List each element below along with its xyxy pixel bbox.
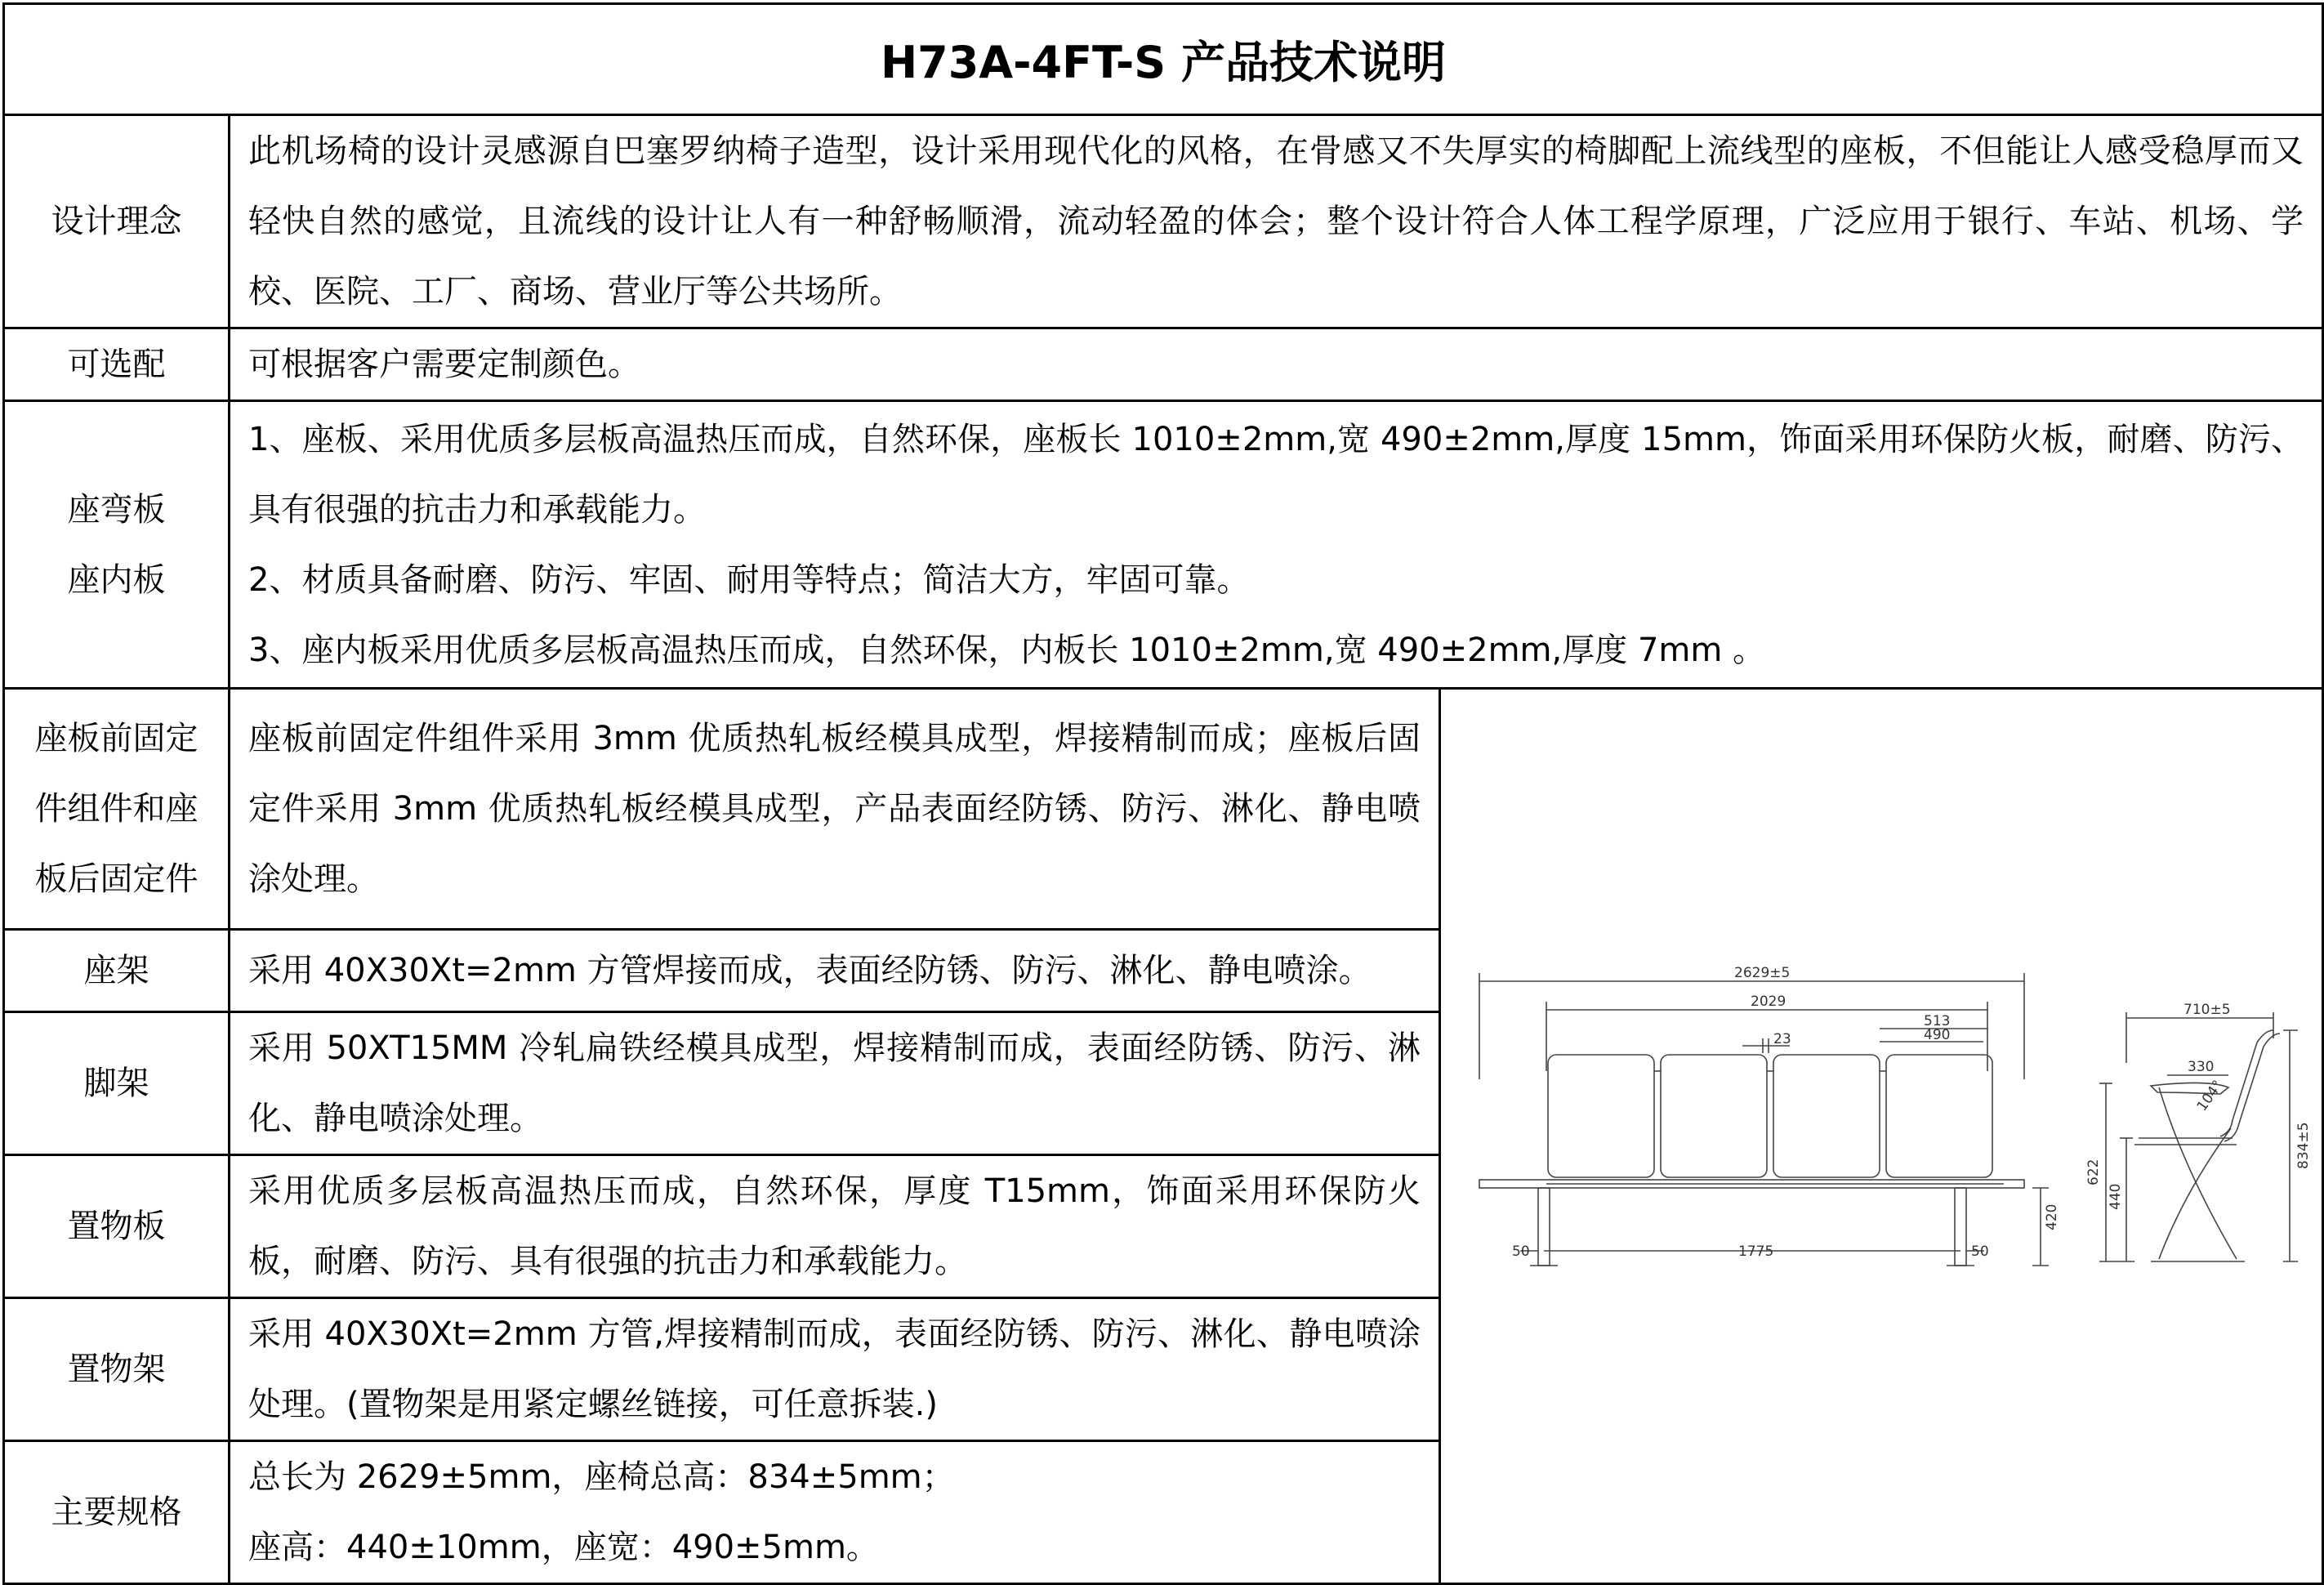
row-text-specs [230, 1441, 1440, 1584]
spec-line: 总长为 2629±5mm，座椅总高：834±5mm； [248, 1458, 955, 1496]
paragraph: 2、材质具备耐磨、防污、牢固、耐用等特点；简洁大方，牢固可靠。 [248, 560, 1250, 599]
dim-height-total: 834±5 [2295, 1121, 2312, 1169]
row-label-frame: 座架 [4, 930, 230, 1012]
label-line: 板后固定件 [34, 860, 198, 898]
row-text-fixing: 座板前固定件组件采用 3mm 优质热轧板经模具成型，焊接精制而成；座板后固定件采用 3mm 优质热轧板经模具成型，产品表面经防锈、防污、淋化、静电喷涂处理。 [230, 689, 1440, 930]
row-label-seat-board [4, 401, 230, 689]
row-label-design: 设计理念 [4, 115, 230, 328]
dim-height-420: 420 [2044, 1203, 2060, 1230]
row-label-fixing [4, 689, 230, 930]
dim-total-length: 2629±5 [1734, 964, 1791, 981]
row-label-legs: 脚架 [4, 1012, 230, 1155]
row-text-seat-board [230, 401, 2323, 689]
leg [1955, 1188, 1966, 1266]
label-line: 座内板 [67, 560, 166, 599]
row-label-shelf-frame: 置物架 [4, 1298, 230, 1441]
dim-gap: 23 [1773, 1030, 1791, 1047]
label-line: 座弯板 [67, 490, 166, 529]
technical-drawing [1448, 949, 2314, 1324]
row-text-shelf-frame: 采用 40X30Xt=2mm 方管,焊接精制而成，表面经防锈、防污、淋化、静电喷涂处理。(置物架是用紧定螺丝链接，可任意拆装.) [230, 1298, 1440, 1441]
dim-seat-pitch: 513 [1924, 1012, 1951, 1029]
technical-drawing-cell [1440, 689, 2323, 1584]
label-line: 座板前固定 [34, 720, 198, 757]
seat [1886, 1055, 1992, 1177]
row-label-specs: 主要规格 [4, 1441, 230, 1584]
dim-top: 330 [2188, 1058, 2215, 1075]
seat [1548, 1055, 1654, 1177]
spec-line: 座高：440±10mm，座宽：490±5mm。 [248, 1529, 879, 1566]
row-label-optional: 可选配 [4, 328, 230, 401]
row-text-design: 此机场椅的设计灵感源自巴塞罗纳椅子造型，设计采用现代化的风格，在骨感又不失厚实的椅脚配上流线型的座板，不但能让人感受稳厚而又轻快自然的感觉，且流线的设计让人有一种舒畅顺滑，流动轻盈的体会；整个设计符合人体工程学原理，广泛应用于银行、车站、机场、学校、医院、工厂、商场、营业厅等公共场所。 [230, 115, 2323, 328]
row-text-shelf-board: 采用优质多层板高温热压而成，自然环保，厚度 T15mm，饰面采用环保防火板，耐磨、防污、具有很强的抗击力和承载能力。 [230, 1155, 1440, 1298]
row-text-optional: 可根据客户需要定制颜色。 [230, 328, 2323, 401]
dim-depth: 710±5 [2183, 1001, 2231, 1018]
leg [1538, 1188, 1550, 1266]
paragraph: 3、座内板采用优质多层板高温热压而成，自然环保，内板长 1010±2mm,宽 490±2mm,厚度 7mm 。 [248, 631, 1766, 669]
spec-table [2, 2, 2324, 1585]
page-title: H73A-4FT-S 产品技术说明 [4, 4, 2323, 115]
seat [1773, 1055, 1880, 1177]
seat [1661, 1055, 1767, 1177]
dim-leg-right: 50 [1971, 1243, 1989, 1260]
dim-height-622: 622 [2085, 1159, 2102, 1185]
dim-height-440: 440 [2108, 1183, 2124, 1210]
dim-leg-span: 1775 [1738, 1243, 1774, 1260]
dim-seat-width: 490 [1924, 1026, 1951, 1043]
row-text-legs: 采用 50XT15MM 冷轧扁铁经模具成型，焊接精制而成，表面经防锈、防污、淋化、静电喷涂处理。 [230, 1012, 1440, 1155]
chair-back [2220, 1030, 2273, 1136]
row-label-shelf-board: 置物板 [4, 1155, 230, 1298]
row-text-frame: 采用 40X30Xt=2mm 方管焊接而成，表面经防锈、防污、淋化、静电喷涂。 [230, 930, 1440, 1012]
dim-seat-span: 2029 [1751, 993, 1786, 1010]
paragraph: 1、座板、采用优质多层板高温热压而成，自然环保，座板长 1010±2mm,宽 490±2mm,厚度 15mm，饰面采用环保防火板，耐磨、防污、具有很强的抗击力和承载能力。 [248, 420, 2304, 529]
chair-leg [2159, 1087, 2237, 1259]
dim-leg-left: 50 [1512, 1243, 1530, 1260]
label-line: 件组件和座 [34, 790, 198, 828]
dim-angle: 104° [2193, 1077, 2227, 1114]
